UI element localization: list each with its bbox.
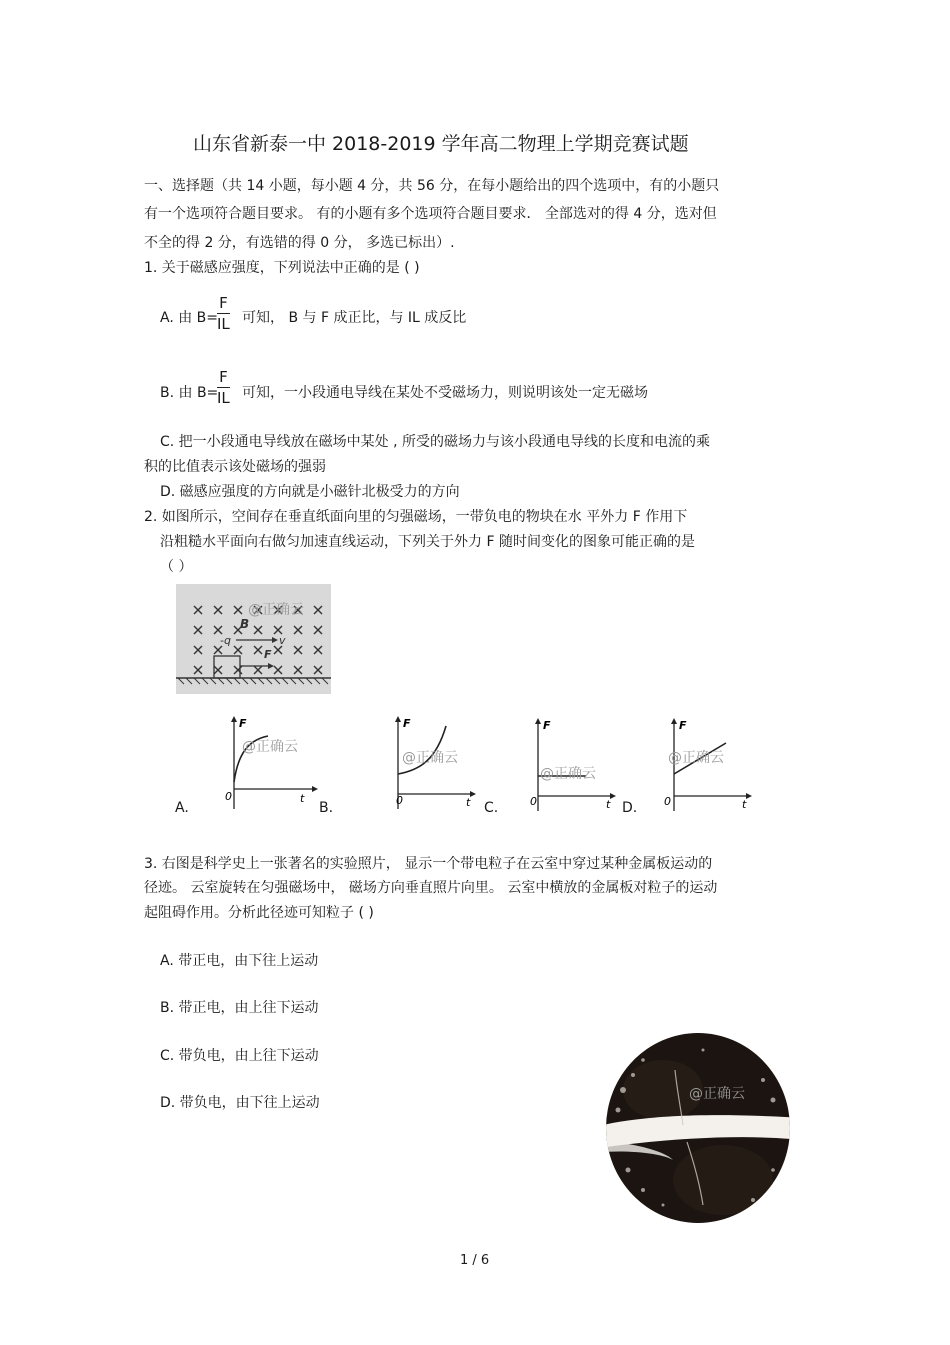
y-axis-label: F bbox=[543, 719, 551, 732]
page-number: 1 / 6 bbox=[460, 1253, 490, 1268]
q2-graph-c bbox=[526, 716, 626, 816]
page-title: 山东省新泰一中 2018-2019 学年高二物理上学期竞赛试题 bbox=[193, 133, 689, 155]
q2-stem-line-1: 2. 如图所示，空间存在垂直纸面向里的匀强磁场，一带负电的物块在水 平外力 F 作用下 bbox=[144, 509, 688, 525]
q2-graph-d-option: D. bbox=[622, 800, 638, 816]
q3-option-c: C. 带负电，由上往下运动 bbox=[160, 1048, 319, 1064]
y-axis-label: F bbox=[679, 719, 687, 732]
q3-option-d: D. 带负电，由下往上运动 bbox=[160, 1095, 320, 1111]
q1-option-c-line-2: 积的比值表示该处磁场的强弱 bbox=[144, 459, 326, 475]
watermark: @正确云 bbox=[689, 1086, 745, 1102]
q2-graph-a-option: A. bbox=[175, 800, 189, 816]
q2-magnetic-field-figure bbox=[176, 584, 331, 694]
fraction-denominator: IL bbox=[217, 389, 230, 407]
field-b-label: B bbox=[240, 617, 250, 631]
q3-stem-line-2: 径迹。 云室旋转在匀强磁场中， 磁场方向垂直照片向里。 云室中横放的金属板对粒子的运动 bbox=[144, 880, 718, 896]
watermark: @正确云 bbox=[668, 750, 724, 766]
watermark: @正确云 bbox=[540, 766, 596, 782]
fraction-numerator: F bbox=[217, 295, 230, 314]
watermark: @正确云 bbox=[248, 602, 304, 618]
q3-stem-line-1: 3. 右图是科学史上一张著名的实验照片， 显示一个带电粒子在云室中穿过某种金属板运动的 bbox=[144, 856, 713, 872]
fraction-denominator: IL bbox=[217, 315, 230, 333]
x-axis-label: t bbox=[300, 792, 305, 805]
origin-label: 0 bbox=[225, 790, 232, 803]
x-axis-label: t bbox=[742, 798, 747, 811]
x-axis-label: t bbox=[466, 796, 471, 809]
origin-label: 0 bbox=[664, 795, 671, 808]
watermark: @正确云 bbox=[402, 750, 458, 766]
q3-option-a: A. 带正电，由下往上运动 bbox=[160, 953, 319, 969]
q1-option-c-line-1: C. 把一小段通电导线放在磁场中某处 , 所受的磁场力与该小段通电导线的长度和电流的乘 bbox=[160, 434, 711, 450]
q1-option-a-prefix: A. 由 B= bbox=[160, 310, 219, 326]
q2-graph-b-option: B. bbox=[319, 800, 334, 816]
q2-graph-c-option: C. bbox=[484, 800, 499, 816]
origin-label: 0 bbox=[396, 794, 403, 807]
q2-graph-b bbox=[386, 714, 486, 814]
q1-stem: 1. 关于磁感应强度，下列说法中正确的是 ( ) bbox=[144, 260, 420, 276]
q2-stem-line-2: 沿粗糙水平面向右做匀加速直线运动，下列关于外力 F 随时间变化的图象可能正确的是 bbox=[160, 534, 695, 550]
fraction-numerator: F bbox=[217, 369, 230, 388]
origin-label: 0 bbox=[530, 795, 537, 808]
q2-graph-a bbox=[222, 714, 322, 814]
cloud-chamber-photo bbox=[603, 1030, 793, 1225]
q1-option-a-suffix: 可知， B 与 F 成正比，与 IL 成反比 bbox=[242, 310, 467, 326]
charge-label: -q bbox=[220, 634, 231, 647]
section-instructions-line-1: 一、选择题（共 14 小题，每小题 4 分，共 56 分，在每小题给出的四个选项中，有的小题只 bbox=[144, 178, 720, 194]
y-axis-label: F bbox=[403, 717, 411, 730]
y-axis-label: F bbox=[239, 717, 247, 730]
q2-stem-line-3: （ ） bbox=[160, 559, 193, 575]
q2-graph-d bbox=[662, 716, 762, 816]
q3-stem-line-3: 起阻碍作用。分析此径迹可知粒子 ( ) bbox=[144, 905, 374, 921]
section-instructions-line-2: 有一个选项符合题目要求。 有的小题有多个选项符合题目要求． 全部选对的得 4 分，选对但 bbox=[144, 206, 717, 222]
q1-option-b-suffix: 可知，一小段通电导线在某处不受磁场力，则说明该处一定无磁场 bbox=[242, 385, 648, 401]
velocity-label: v bbox=[279, 634, 286, 647]
x-axis-label: t bbox=[606, 798, 611, 811]
force-label: F bbox=[264, 648, 272, 661]
section-instructions-line-3: 不全的得 2 分，有选错的得 0 分， 多选已标出）. bbox=[144, 235, 455, 251]
q1-option-d: D. 磁感应强度的方向就是小磁针北极受力的方向 bbox=[160, 484, 460, 500]
q1-option-b-fraction bbox=[217, 369, 230, 406]
q1-option-a-fraction bbox=[217, 295, 230, 332]
q3-option-b: B. 带正电，由上往下运动 bbox=[160, 1000, 319, 1016]
q1-option-b-prefix: B. 由 B= bbox=[160, 385, 219, 401]
watermark: @正确云 bbox=[242, 739, 298, 755]
